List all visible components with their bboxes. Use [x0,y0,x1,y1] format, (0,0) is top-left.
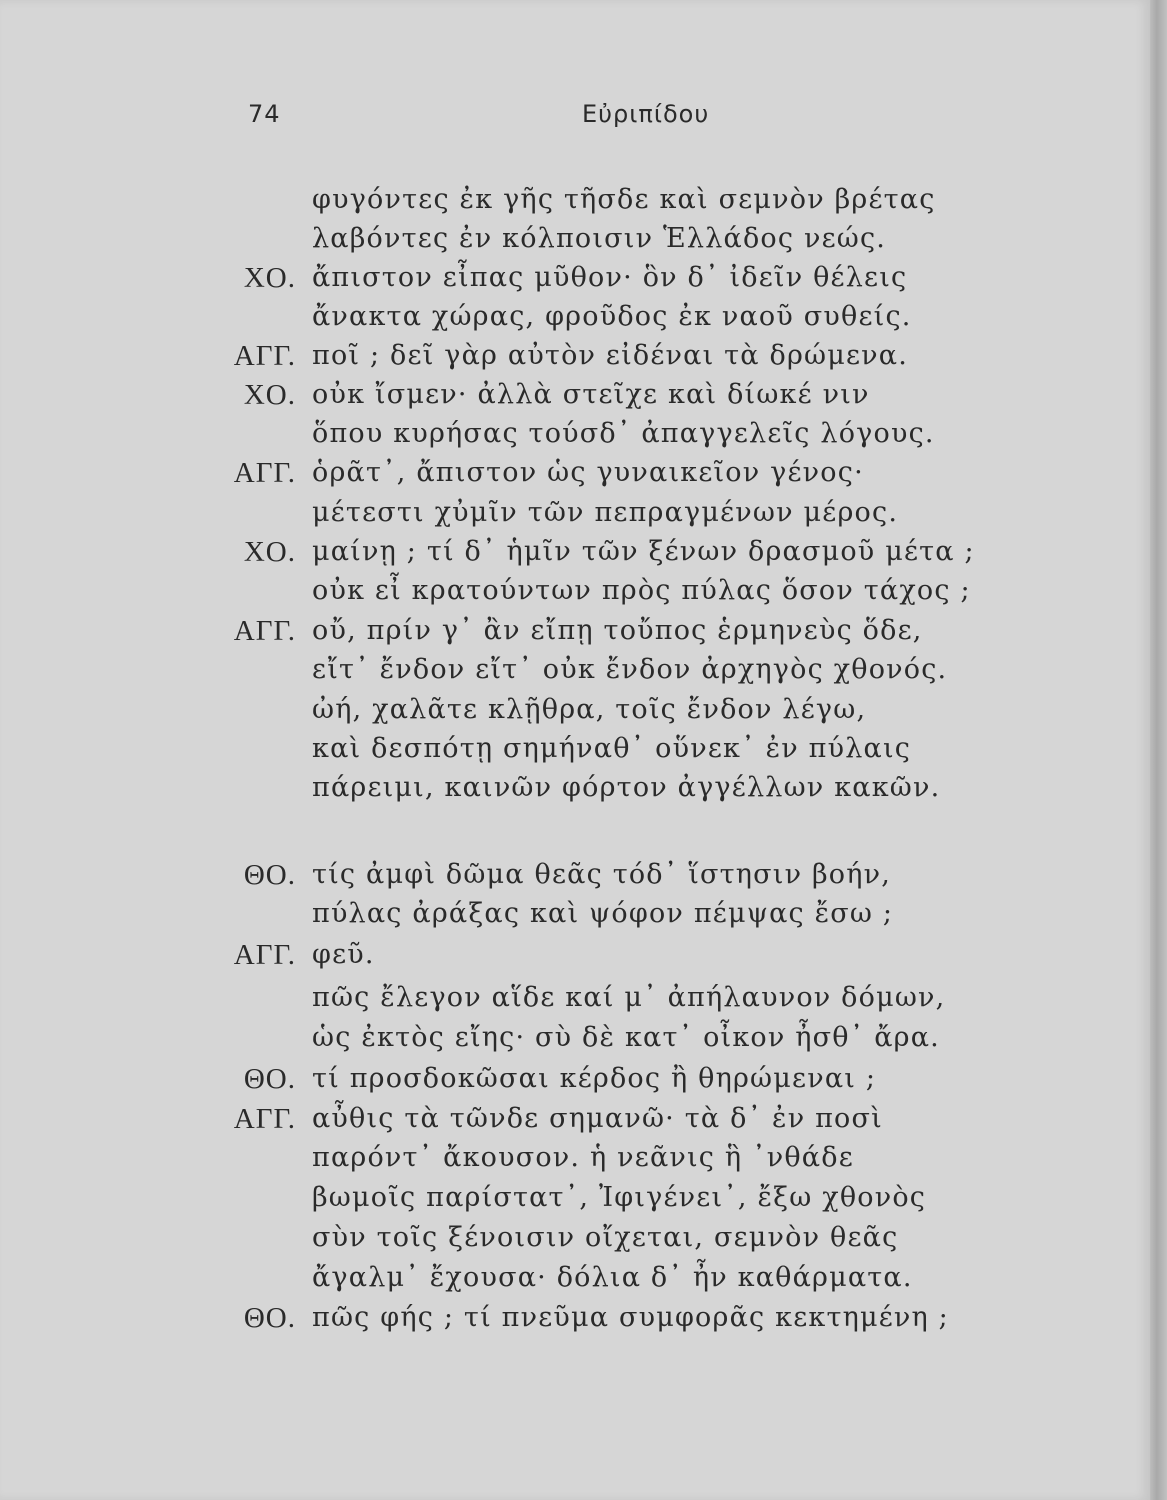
verse-text-line: βωμοῖς παρίστατ᾽, Ἰφιγένει᾽, ἔξω χθονὸς [312,1182,927,1213]
page-number: 74 [248,100,281,128]
verse-text-line: φυγόντες ἐκ γῆς τῆσδε καὶ σεμνὸν βρέτας [312,184,936,215]
speaker-label: ΑΓΓ. [233,340,296,372]
speaker-label: ΑΓΓ. [233,615,296,647]
verse-line [0,768,1150,808]
verse-line [0,532,1150,572]
verse-line [0,1099,1150,1139]
verse-line [0,571,1150,611]
verse-line [0,258,1150,298]
verse-line [0,414,1150,454]
verse-text-line: οὔ, πρίν γ᾽ ἂν εἴπῃ τοὔπος ἑρμηνεὺς ὅδε, [312,615,923,646]
verse-line [0,1138,1150,1178]
verse-line [0,336,1150,376]
verse-text-line: μαίνῃ ; τί δ᾽ ἡμῖν τῶν ξένων δρασμοῦ μέτα ; [312,536,975,567]
speaker-label: ΘΟ. [243,1302,296,1334]
verse-line [0,978,1150,1018]
verse-line [0,1178,1150,1218]
verse-text-line: ὡς ἐκτὸς εἴης· σὺ δὲ κατ᾽ οἶκον ἦσθ᾽ ἄρα. [312,1022,940,1053]
running-title: Εὐριπίδου [582,100,710,128]
verse-text-line: πῶς ἔλεγον αἵδε καί μ᾽ ἀπήλαυνον δόμων, [312,982,946,1013]
verse-text-line: οὐκ ἴσμεν· ἀλλὰ στεῖχε καὶ δίωκέ νιν [312,379,870,410]
verse-line [0,375,1150,415]
verse-text-line: αὖθις τὰ τῶνδε σημανῶ· τὰ δ᾽ ἐν ποσὶ [312,1103,883,1134]
verse-line [0,650,1150,690]
speaker-label: ΘΟ. [243,1063,296,1095]
verse-text-line: παρόντ᾽ ἄκουσον. ἡ νεᾶνις ἣ ᾽νθάδε [312,1142,854,1173]
verse-text-line: πύλας ἀράξας καὶ ψόφον πέμψας ἔσω ; [312,898,894,929]
verse-text-line: οὐκ εἶ κρατούντων πρὸς πύλας ὅσον τάχος ; [312,575,971,606]
verse-line [0,1258,1150,1298]
verse-text-line: ὠή, χαλᾶτε κλῇθρα, τοῖς ἔνδον λέγω, [312,694,867,725]
speaker-label: ΧΟ. [243,379,296,411]
speaker-label: ΑΓΓ. [233,457,296,489]
verse-text-line: πάρειμι, καινῶν φόρτον ἀγγέλλων κακῶν. [312,772,941,803]
verse-text-line: τίς ἀμφὶ δῶμα θεᾶς τόδ᾽ ἵστησιν βοήν, [312,859,892,890]
verse-line [0,1298,1150,1338]
verse-text-line: καὶ δεσπότῃ σημήναθ᾽ οὕνεκ᾽ ἐν πύλαις [312,733,912,764]
verse-text-line: ἄνακτα χώρας, φροῦδος ἐκ ναοῦ συθείς. [312,301,912,332]
page-header [0,100,1150,140]
verse-text-line: ποῖ ; δεῖ γὰρ αὐτὸν εἰδέναι τὰ δρώμενα. [312,340,909,371]
verse-line [0,1059,1150,1099]
verse-text-line: φεῦ. [312,939,375,970]
verse-text-line: εἴτ᾽ ἔνδον εἴτ᾽ οὐκ ἔνδον ἀρχηγὸς χθονός. [312,654,948,685]
speaker-label: ΧΟ. [243,262,296,294]
speaker-label: ΑΓΓ. [233,1103,296,1135]
verse-line [0,1218,1150,1258]
verse-line [0,894,1150,934]
verse-text-line: πῶς φής ; τί πνεῦμα συμφορᾶς κεκτημένη ; [312,1302,949,1333]
verse-line [0,297,1150,337]
page-edge-shadow [1150,0,1167,1500]
verse-line [0,219,1150,259]
verse-text-line: ἄγαλμ᾽ ἔχουσα· δόλια δ᾽ ἦν καθάρματα. [312,1262,913,1293]
verse-text-line: μέτεστι χὐμῖν τῶν πεπραγμένων μέρος. [312,497,899,528]
verse-line [0,453,1150,493]
verse-line [0,180,1150,220]
verse-line [0,1018,1150,1058]
verse-text-line: λαβόντες ἐν κόλποισιν Ἑλλάδος νεώς. [312,223,887,254]
verse-line [0,729,1150,769]
verse-text-line: ὁρᾶτ᾽, ἄπιστον ὡς γυναικεῖον γένος· [312,457,864,488]
verse-line [0,493,1150,533]
verse-line [0,855,1150,895]
verse-text-line: ὅπου κυρήσας τούσδ᾽ ἀπαγγελεῖς λόγους. [312,418,935,449]
speaker-label: ΑΓΓ. [233,939,296,971]
verse-line [0,690,1150,730]
verse-text-line: σὺν τοῖς ξένοισιν οἴχεται, σεμνὸν θεᾶς [312,1222,899,1253]
verse-line [0,611,1150,651]
speaker-label: ΧΟ. [243,536,296,568]
verse-text-line: ἄπιστον εἶπας μῦθον· ὃν δ᾽ ἰδεῖν θέλεις [312,262,908,293]
verse-text-line: τί προσδοκῶσαι κέρδος ἢ θηρώμεναι ; [312,1063,877,1094]
verse-line [0,935,1150,975]
speaker-label: ΘΟ. [243,859,296,891]
